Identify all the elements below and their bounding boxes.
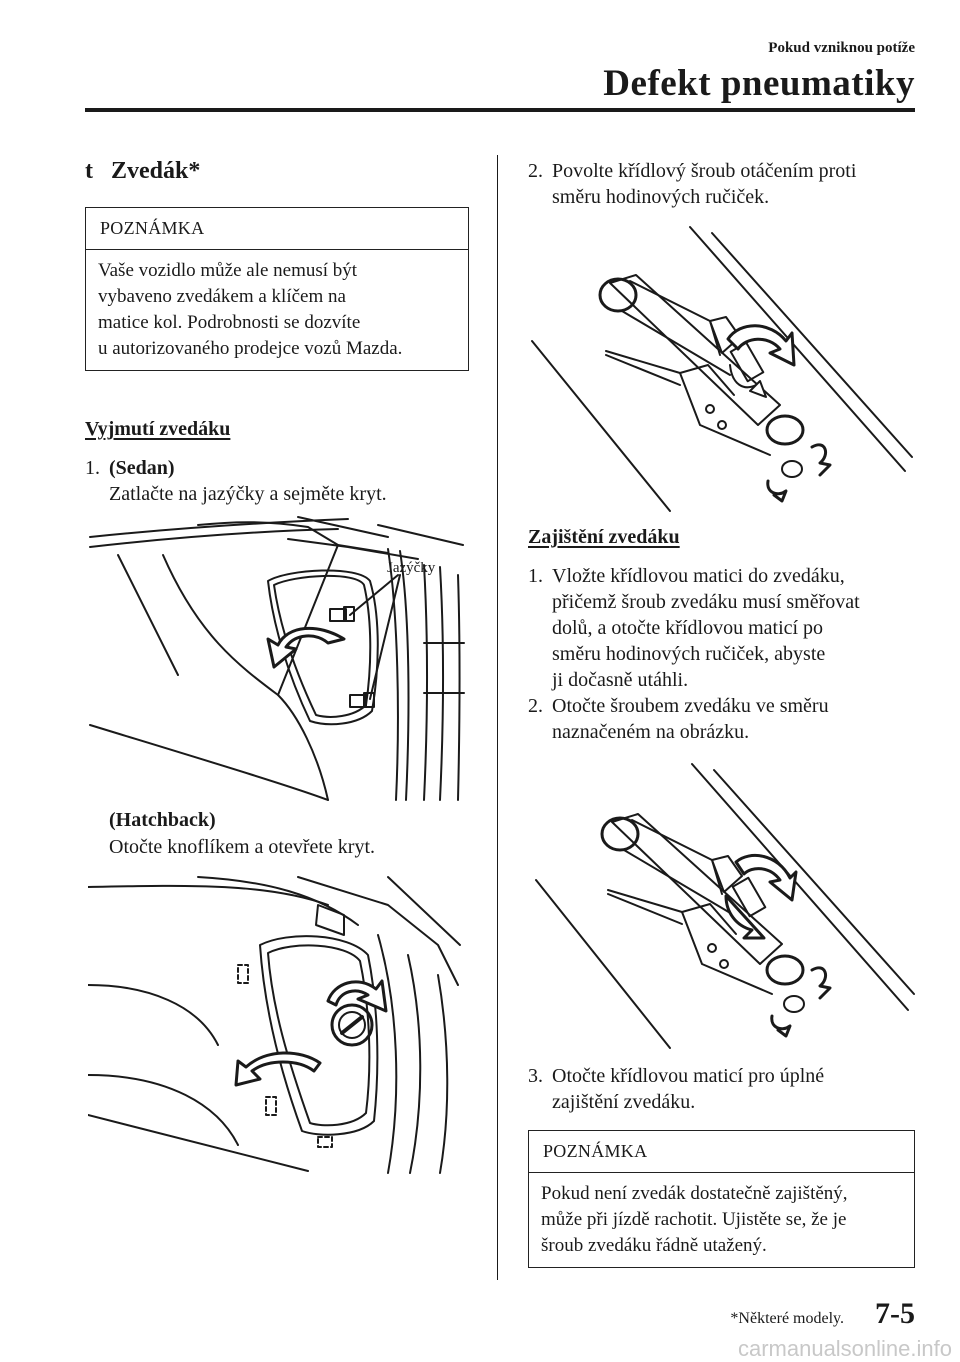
note-line: matice kol. Podrobnosti se dozvíte [98,312,361,333]
note-line: u autorizovaného prodejce vozů Mazda. [98,338,403,359]
chapter-title: Defekt pneumatiky [603,63,915,104]
watermark: carmanualsonline.info [737,1336,952,1361]
header-rule [85,108,915,112]
step-line: Otočte šroubem zvedáku ve směru [552,695,829,717]
step-line: dolů, a otočte křídlovou maticí po [552,617,824,639]
step-number: 2. [528,695,543,717]
page-number: 7-5 [875,1297,915,1330]
step-number: 2. [528,160,543,182]
jack-loosen-illustration [530,225,915,515]
step-line: zajištění zvedáku. [552,1091,696,1113]
section-header: Pokud vzniknou potíže [768,40,915,56]
step-line: přičemž šroub zvedáku musí směřovat [552,591,860,613]
note-line: Pokud není zvedák dostatečně zajištěný, [541,1183,848,1204]
note-heading: POZNÁMKA [529,1131,914,1173]
note-line: může při jízdě rachotit. Ujistěte se, že je [541,1209,847,1230]
hatchback-trunk-illustration [88,875,468,1175]
section-title-text: Zvedák* [111,158,201,184]
step-number: 3. [528,1065,543,1087]
note-line: Vaše vozidlo může ale nemusí být [98,260,358,281]
footnote: *Některé modely. [730,1310,844,1327]
step-line: Otočte křídlovou maticí pro úplné [552,1065,825,1087]
hatchback-instruction: Otočte knoflíkem a otevřete kryt. [109,836,376,858]
jack-tighten-illustration [530,762,915,1052]
step-line: Povolte křídlový šroub otáčením proti [552,160,857,182]
step-line: směru hodinových ručiček. [552,186,770,208]
note-body [529,1173,914,1267]
note-heading: POZNÁMKA [86,208,468,250]
sedan-trunk-illustration [88,515,468,805]
sedan-instruction: Zatlačte na jazýčky a sejměte kryt. [109,483,387,505]
note-line: šroub zvedáku řádně utažený. [541,1235,767,1256]
step-line: naznačeném na obrázku. [552,721,750,743]
step-number: 1. [528,565,543,587]
section-title [85,158,200,185]
tabs-callout: Jazýčky [387,560,436,576]
note-body [86,250,468,370]
removal-heading: Vyjmutí zvedáku [85,418,231,440]
section-bullet: t [85,158,93,184]
note-box [528,1130,915,1268]
securing-heading: Zajištění zvedáku [528,526,680,548]
hatchback-label: (Hatchback) [109,809,216,831]
note-box [85,207,469,371]
step-number: 1. [85,457,100,479]
step-line: ji dočasně utáhli. [552,669,689,691]
column-divider [497,155,498,1280]
note-line: vybaveno zvedákem a klíčem na [98,286,346,307]
step-line: Vložte křídlovou matici do zvedáku, [552,565,845,587]
sedan-label: (Sedan) [109,457,175,479]
step-line: směru hodinových ručiček, abyste [552,643,826,665]
